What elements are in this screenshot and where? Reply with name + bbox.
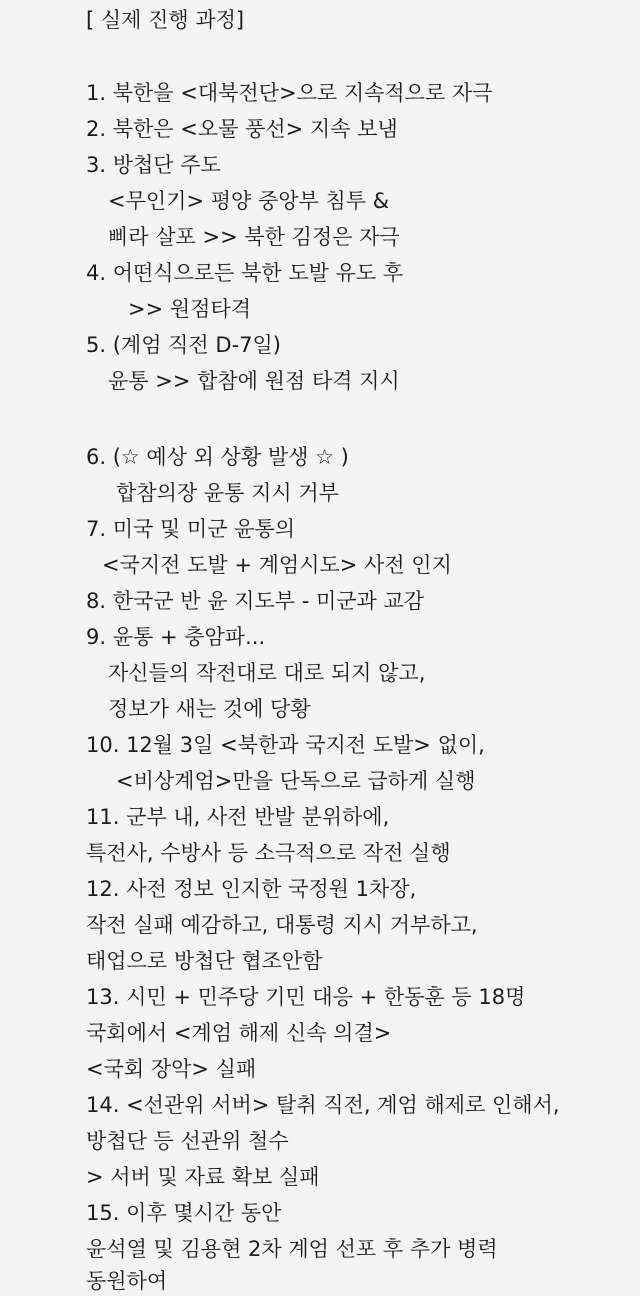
text-line: 3. 방첩단 주도 [86, 153, 221, 177]
text-line: > 서버 및 자료 확보 실패 [86, 1165, 320, 1189]
text-line: 국회에서 <계엄 해제 신속 의결> [86, 1021, 392, 1045]
text-line: 특전사, 수방사 등 소극적으로 작전 실행 [86, 841, 451, 865]
text-line: 10. 12월 3일 <북한과 국지전 도발> 없이, [86, 733, 485, 757]
text-line: <비상계엄>만을 단독으로 급하게 실행 [116, 769, 476, 793]
text-line: 태업으로 방첩단 협조안함 [86, 949, 323, 973]
text-line: 6. (☆ 예상 외 상황 발생 ☆ ) [86, 445, 349, 469]
text-line: 윤석열 및 김용현 2차 계엄 선포 후 추가 병력 [86, 1237, 498, 1261]
text-line: 4. 어떤식으로든 북한 도발 유도 후 [86, 261, 404, 285]
text-line: 2. 북한은 <오물 풍선> 지속 보냄 [86, 117, 398, 141]
text-line: 합참의장 윤통 지시 거부 [116, 481, 339, 505]
text-line: 7. 미국 및 미군 윤통의 [86, 517, 296, 541]
text-line: >> 원점타격 [128, 297, 252, 321]
text-line: 윤통 >> 합참에 원점 타격 지시 [108, 369, 400, 393]
text-line: <국지전 도발 + 계엄시도> 사전 인지 [102, 553, 452, 577]
text-line: 1. 북한을 <대북전단>으로 지속적으로 자극 [86, 81, 493, 105]
text-line: 자신들의 작전대로 대로 되지 않고, [108, 661, 426, 685]
text-line: 12. 사전 정보 인지한 국정원 1차장, [86, 877, 417, 901]
text-line: 작전 실패 예감하고, 대통령 지시 거부하고, [86, 913, 478, 937]
text-line: 14. <선관위 서버> 탈취 직전, 계엄 해제로 인해서, [86, 1093, 560, 1117]
text-line: 8. 한국군 반 윤 지도부 - 미군과 교감 [86, 589, 425, 613]
text-line: 9. 윤통 + 충암파... [86, 625, 266, 649]
text-line: <무인기> 평양 중앙부 침투 & [108, 189, 390, 213]
text-line: 15. 이후 몇시간 동안 [86, 1201, 282, 1225]
text-line: 11. 군부 내, 사전 반발 분위하에, [86, 805, 390, 829]
text-line: 삐라 살포 >> 북한 김정은 자극 [108, 225, 400, 249]
text-line: 13. 시민 + 민주당 기민 대응 + 한동훈 등 18명 [86, 985, 526, 1009]
section-heading: [ 실제 진행 과정] [86, 8, 245, 32]
text-line: 방첩단 등 선관위 철수 [86, 1129, 289, 1153]
text-line: 5. (계엄 직전 D-7일) [86, 333, 281, 357]
text-line: <국회 장악> 실패 [86, 1057, 257, 1081]
text-line: 정보가 새는 것에 당황 [108, 697, 311, 721]
text-line: 동원하여 [86, 1269, 168, 1293]
